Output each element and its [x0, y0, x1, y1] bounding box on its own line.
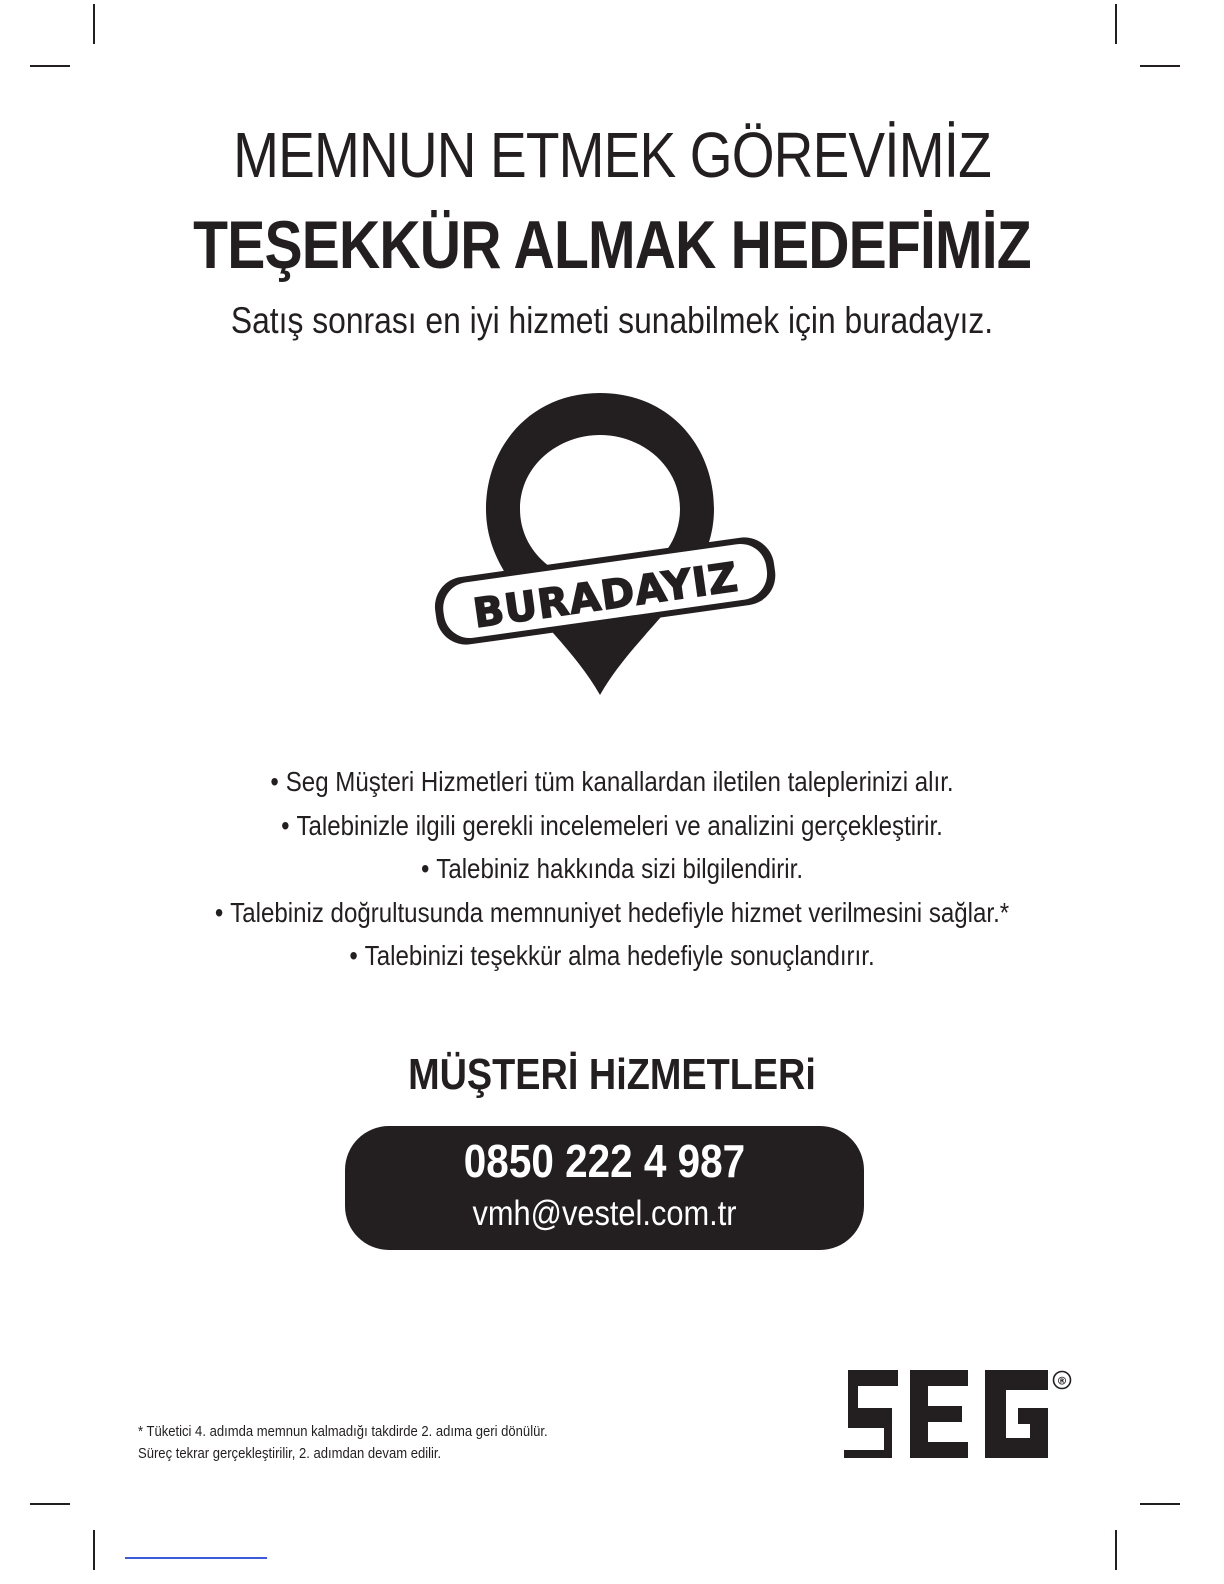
- list-item-text: Seg Müşteri Hizmetleri tüm kanallardan iletilen taleplerinizi alır.: [285, 766, 954, 797]
- list-item: [86, 891, 1139, 935]
- headline-line-2: TEŞEKKÜR ALMAK HEDEFİMİZ: [193, 207, 1031, 283]
- location-pin-icon: [420, 385, 800, 705]
- registered-mark: ®: [1056, 1374, 1068, 1388]
- bullet-icon: •: [214, 896, 224, 928]
- list-item-text: Talebiniz hakkında sizi bilgilendirir.: [436, 853, 804, 884]
- phone-number[interactable]: 0850 222 4 987: [463, 1135, 746, 1187]
- crop-mark-bottom-right-h: [1140, 1503, 1180, 1505]
- bullet-icon: •: [349, 940, 358, 971]
- bullet-icon: •: [420, 853, 430, 884]
- list-item: [86, 804, 1139, 848]
- list-item: [86, 760, 1139, 804]
- badge-text: BURADAYIZ: [470, 554, 742, 638]
- footnote: [138, 1421, 548, 1465]
- list-item: [86, 847, 1139, 891]
- list-item-text: Talebinizle ilgili gerekli incelemeleri ve analizini gerçekleştirir.: [296, 809, 943, 841]
- bullet-icon: •: [281, 809, 290, 841]
- service-steps-list: [0, 760, 1224, 978]
- crop-mark-top-right-h: [1140, 65, 1180, 67]
- email-address[interactable]: vmh@vestel.com.tr: [472, 1194, 737, 1233]
- list-item-text: Talebiniz doğrultusunda memnuniyet hedefiyle hizmet verilmesini sağlar.*: [230, 896, 1010, 928]
- contact-box: [345, 1126, 864, 1250]
- footnote-line-2: Süreç tekrar gerçekleştirilir, 2. adımdan devam edilir.: [138, 1446, 442, 1462]
- headline-line-1: MEMNUN ETMEK GÖREVİMİZ: [233, 119, 991, 191]
- crop-mark-top-right-v: [1115, 4, 1117, 44]
- seg-logo: [840, 1366, 1075, 1462]
- footnote-line-1: * Tüketici 4. adımda memnun kalmadığı takdirde 2. adıma geri dönülür.: [138, 1424, 548, 1440]
- crop-mark-top-left-h: [30, 65, 70, 67]
- crop-mark-top-left-v: [93, 4, 95, 44]
- bottom-underline: [125, 1557, 267, 1559]
- crop-mark-bottom-right-v: [1115, 1530, 1117, 1570]
- crop-mark-bottom-left-v: [93, 1530, 95, 1570]
- list-item: [86, 934, 1139, 978]
- list-item-text: Talebinizi teşekkür alma hedefiyle sonuçlandırır.: [364, 940, 875, 971]
- subtitle: Satış sonrası en iyi hizmeti sunabilmek için buradayız.: [230, 300, 994, 341]
- customer-service-title: MÜŞTERİ HiZMETLERi: [408, 1050, 816, 1099]
- crop-mark-bottom-left-h: [30, 1503, 70, 1505]
- bullet-icon: •: [270, 766, 279, 797]
